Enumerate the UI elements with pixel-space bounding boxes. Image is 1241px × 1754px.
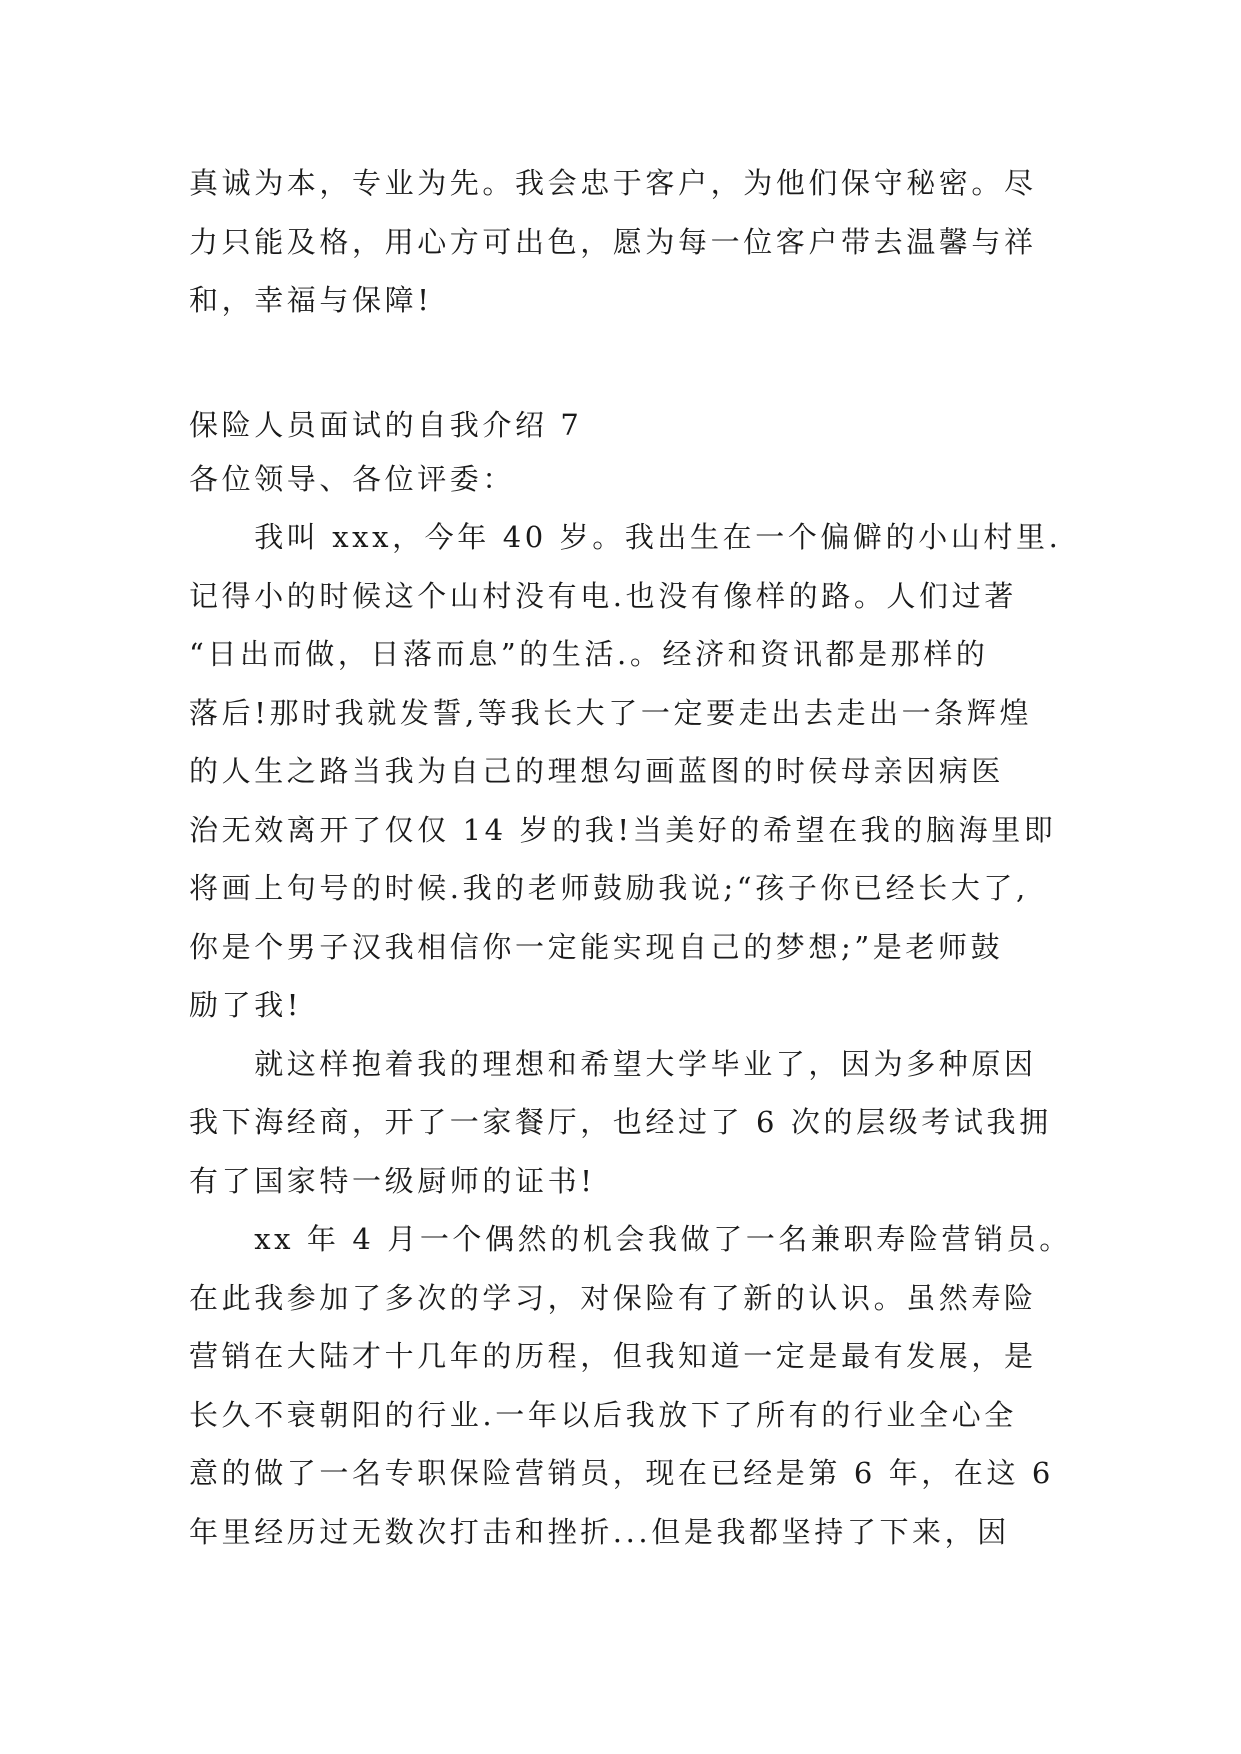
paragraph-line: 我下海经商，开了一家餐厅，也经过了 6 次的层级考试我拥 [189,1105,1052,1139]
paragraph-line: 和，幸福与保障! [189,283,433,317]
paragraph-line: 记得小的时候这个山村没有电.也没有像样的路。人们过著 [189,578,1017,613]
paragraph-line: 真诚为本，专业为先。我会忠于客户，为他们保守秘密。尽 [189,166,1037,200]
paragraph-line: 长久不衰朝阳的行业.一年以后我放下了所有的行业全心全 [189,1397,1017,1432]
paragraph-line: 年里经历过无数次打击和挫折...但是我都坚持了下来，因 [189,1514,1010,1549]
paragraph-line: 力只能及格，用心方可出色，愿为每一位客户带去温馨与祥 [189,224,1037,259]
body-text [189,508,1072,1561]
paragraph-line: 落后!那时我就发誓,等我长大了一定要走出去走出一条辉煌 [189,695,1033,730]
paragraph-line: 治无效离开了仅仅 14 岁的我!当美好的希望在我的脑海里即 [189,812,1057,847]
paragraph-line: 就这样抱着我的理想和希望大学毕业了，因为多种原因 [189,1046,1037,1081]
paragraph-line: 营销在大陆才十几年的历程，但我知道一定是最有发展，是 [189,1339,1037,1373]
paragraph-line: xx 年 4 月一个偶然的机会我做了一名兼职寿险营销员。 [189,1222,1072,1256]
section-title: 保险人员面试的自我介绍 7 [189,408,583,442]
paragraph-line: 的人生之路当我为自己的理想勾画蓝图的时侯母亲因病医 [189,754,1005,788]
continuation-paragraph [189,154,1059,330]
section-header [189,398,1059,506]
paragraph-line: 有了国家特一级厨师的证书! [189,1163,596,1198]
paragraph-line: 意的做了一名专职保险营销员，现在已经是第 6 年，在这 6 [189,1456,1054,1490]
paragraph-line: “日出而做，日落而息”的生活.。经济和资讯都是那样的 [189,637,989,671]
salutation: 各位领导、各位评委： [189,462,516,496]
paragraph-line: 将画上句号的时候.我的老师鼓励我说;“孩子你已经长大了, [189,871,1029,905]
paragraph-line: 在此我参加了多次的学习，对保险有了新的认识。虽然寿险 [189,1280,1037,1315]
paragraph-line: 我叫 xxx，今年 40 岁。我出生在一个偏僻的小山村里. [189,520,1062,554]
paragraph-line: 你是个男子汉我相信你一定能实现自己的梦想;”是老师鼓 [189,929,1004,964]
paragraph-line: 励了我! [189,988,303,1022]
